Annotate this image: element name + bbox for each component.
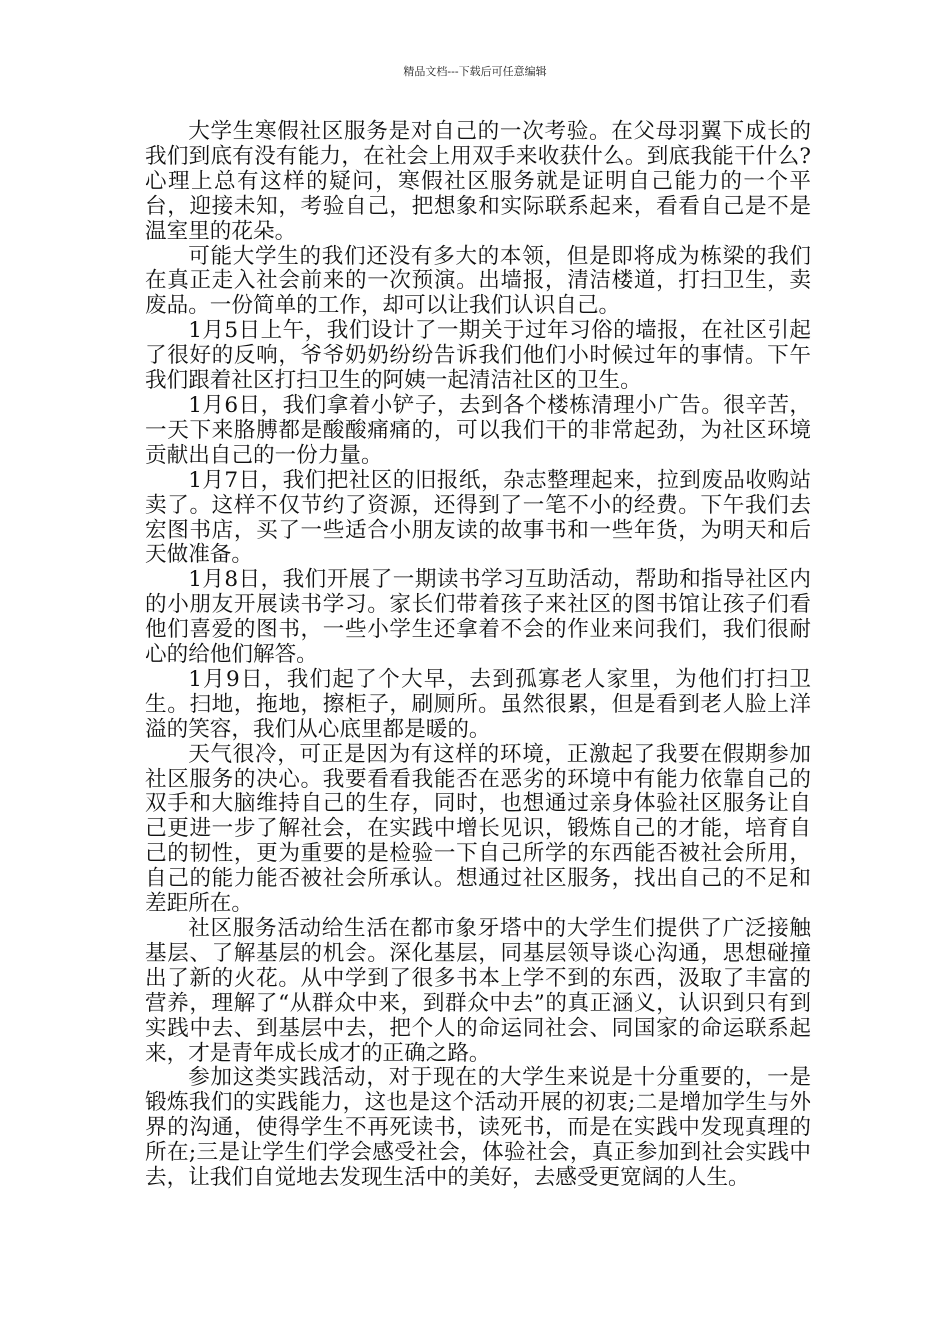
paragraph-jan-7: 1月7日，我们把社区的旧报纸，杂志整理起来，拉到废品收购站卖了。这样不仅节约了资源，还得到了一笔不小的经费。下午我们去宏图书店，买了一些适合小朋友读的故事书和一些年货，为明天和后天做准备。: [145, 467, 811, 568]
paragraph-gains: 社区服务活动给生活在都市象牙塔中的大学生们提供了广泛接触基层、了解基层的机会。深化基层，同基层领导谈心沟通，思想碰撞出了新的火花。从中学到了很多书本上学不到的东西，汲取了丰富的营养，理解了“从群众中来，到群众中去”的真正涵义，认识到只有到实践中去、到基层中去，把个人的命运同社会、同国家的命运联系起来，才是青年成长成才的正确之路。: [145, 916, 811, 1066]
paragraph-conclusion: 参加这类实践活动，对于现在的大学生来说是十分重要的，一是锻炼我们的实践能力，这也是这个活动开展的初衷;二是增加学生与外界的沟通，使得学生不再死读书，读死书，而是在实践中发现真理的所在;三是让学生们学会感受社会，体验社会，真正参加到社会实践中去，让我们自觉地去发现生活中的美好，去感受更宽阔的人生。: [145, 1065, 811, 1191]
paragraph-preview: 可能大学生的我们还没有多大的本领，但是即将成为栋梁的我们在真正走入社会前来的一次预演。出墙报，清洁楼道，打扫卫生，卖废品。一份简单的工作，却可以让我们认识自己。: [145, 243, 811, 319]
paragraph-jan-5: 1月5日上午，我们设计了一期关于过年习俗的墙报，在社区引起了很好的反响，爷爷奶奶纷纷告诉我们他们小时候过年的事情。下午我们跟着社区打扫卫生的阿姨一起清洁社区的卫生。: [145, 318, 811, 394]
paragraph-motivation: 天气很冷，可正是因为有这样的环境，正激起了我要在假期参加社区服务的决心。我要看看我能否在恶劣的环境中有能力依靠自己的双手和大脑维持自己的生存，同时，也想通过亲身体验社区服务让自己更进一步了解社会，在实践中增长见识，锻炼自己的才能，培育自己的韧性，更为重要的是检验一下自己所学的东西能否被社会所用，自己的能力能否被社会所承认。想通过社区服务，找出自己的不足和差距所在。: [145, 741, 811, 917]
page-header: 精品文档---下载后可任意编辑: [403, 65, 547, 78]
paragraph-jan-8: 1月8日，我们开展了一期读书学习互助活动，帮助和指导社区内的小朋友开展读书学习。家长们带着孩子来社区的图书馆让孩子们看他们喜爱的图书，一些小学生还拿着不会的作业来问我们，我们很耐心的给他们解答。: [145, 567, 811, 668]
paragraph-jan-9: 1月9日，我们起了个大早，去到孤寡老人家里，为他们打扫卫生。扫地，拖地，擦柜子，刷厕所。虽然很累，但是看到老人脸上洋溢的笑容，我们从心底里都是暖的。: [145, 666, 811, 742]
document-body: [145, 120, 811, 1191]
paragraph-jan-6: 1月6日，我们拿着小铲子，去到各个楼栋清理小广告。很辛苦，一天下来胳膊都是酸酸痛痛的，可以我们干的非常起劲，为社区环境贡献出自己的一份力量。: [145, 392, 811, 468]
paragraph-intro: 大学生寒假社区服务是对自己的一次考验。在父母羽翼下成长的我们到底有没有能力，在社会上用双手来收获什么。到底我能干什么?心理上总有这样的疑问，寒假社区服务就是证明自己能力的一个平台，迎接未知，考验自己，把想象和实际联系起来，看看自己是不是温室里的花朵。: [145, 119, 811, 244]
